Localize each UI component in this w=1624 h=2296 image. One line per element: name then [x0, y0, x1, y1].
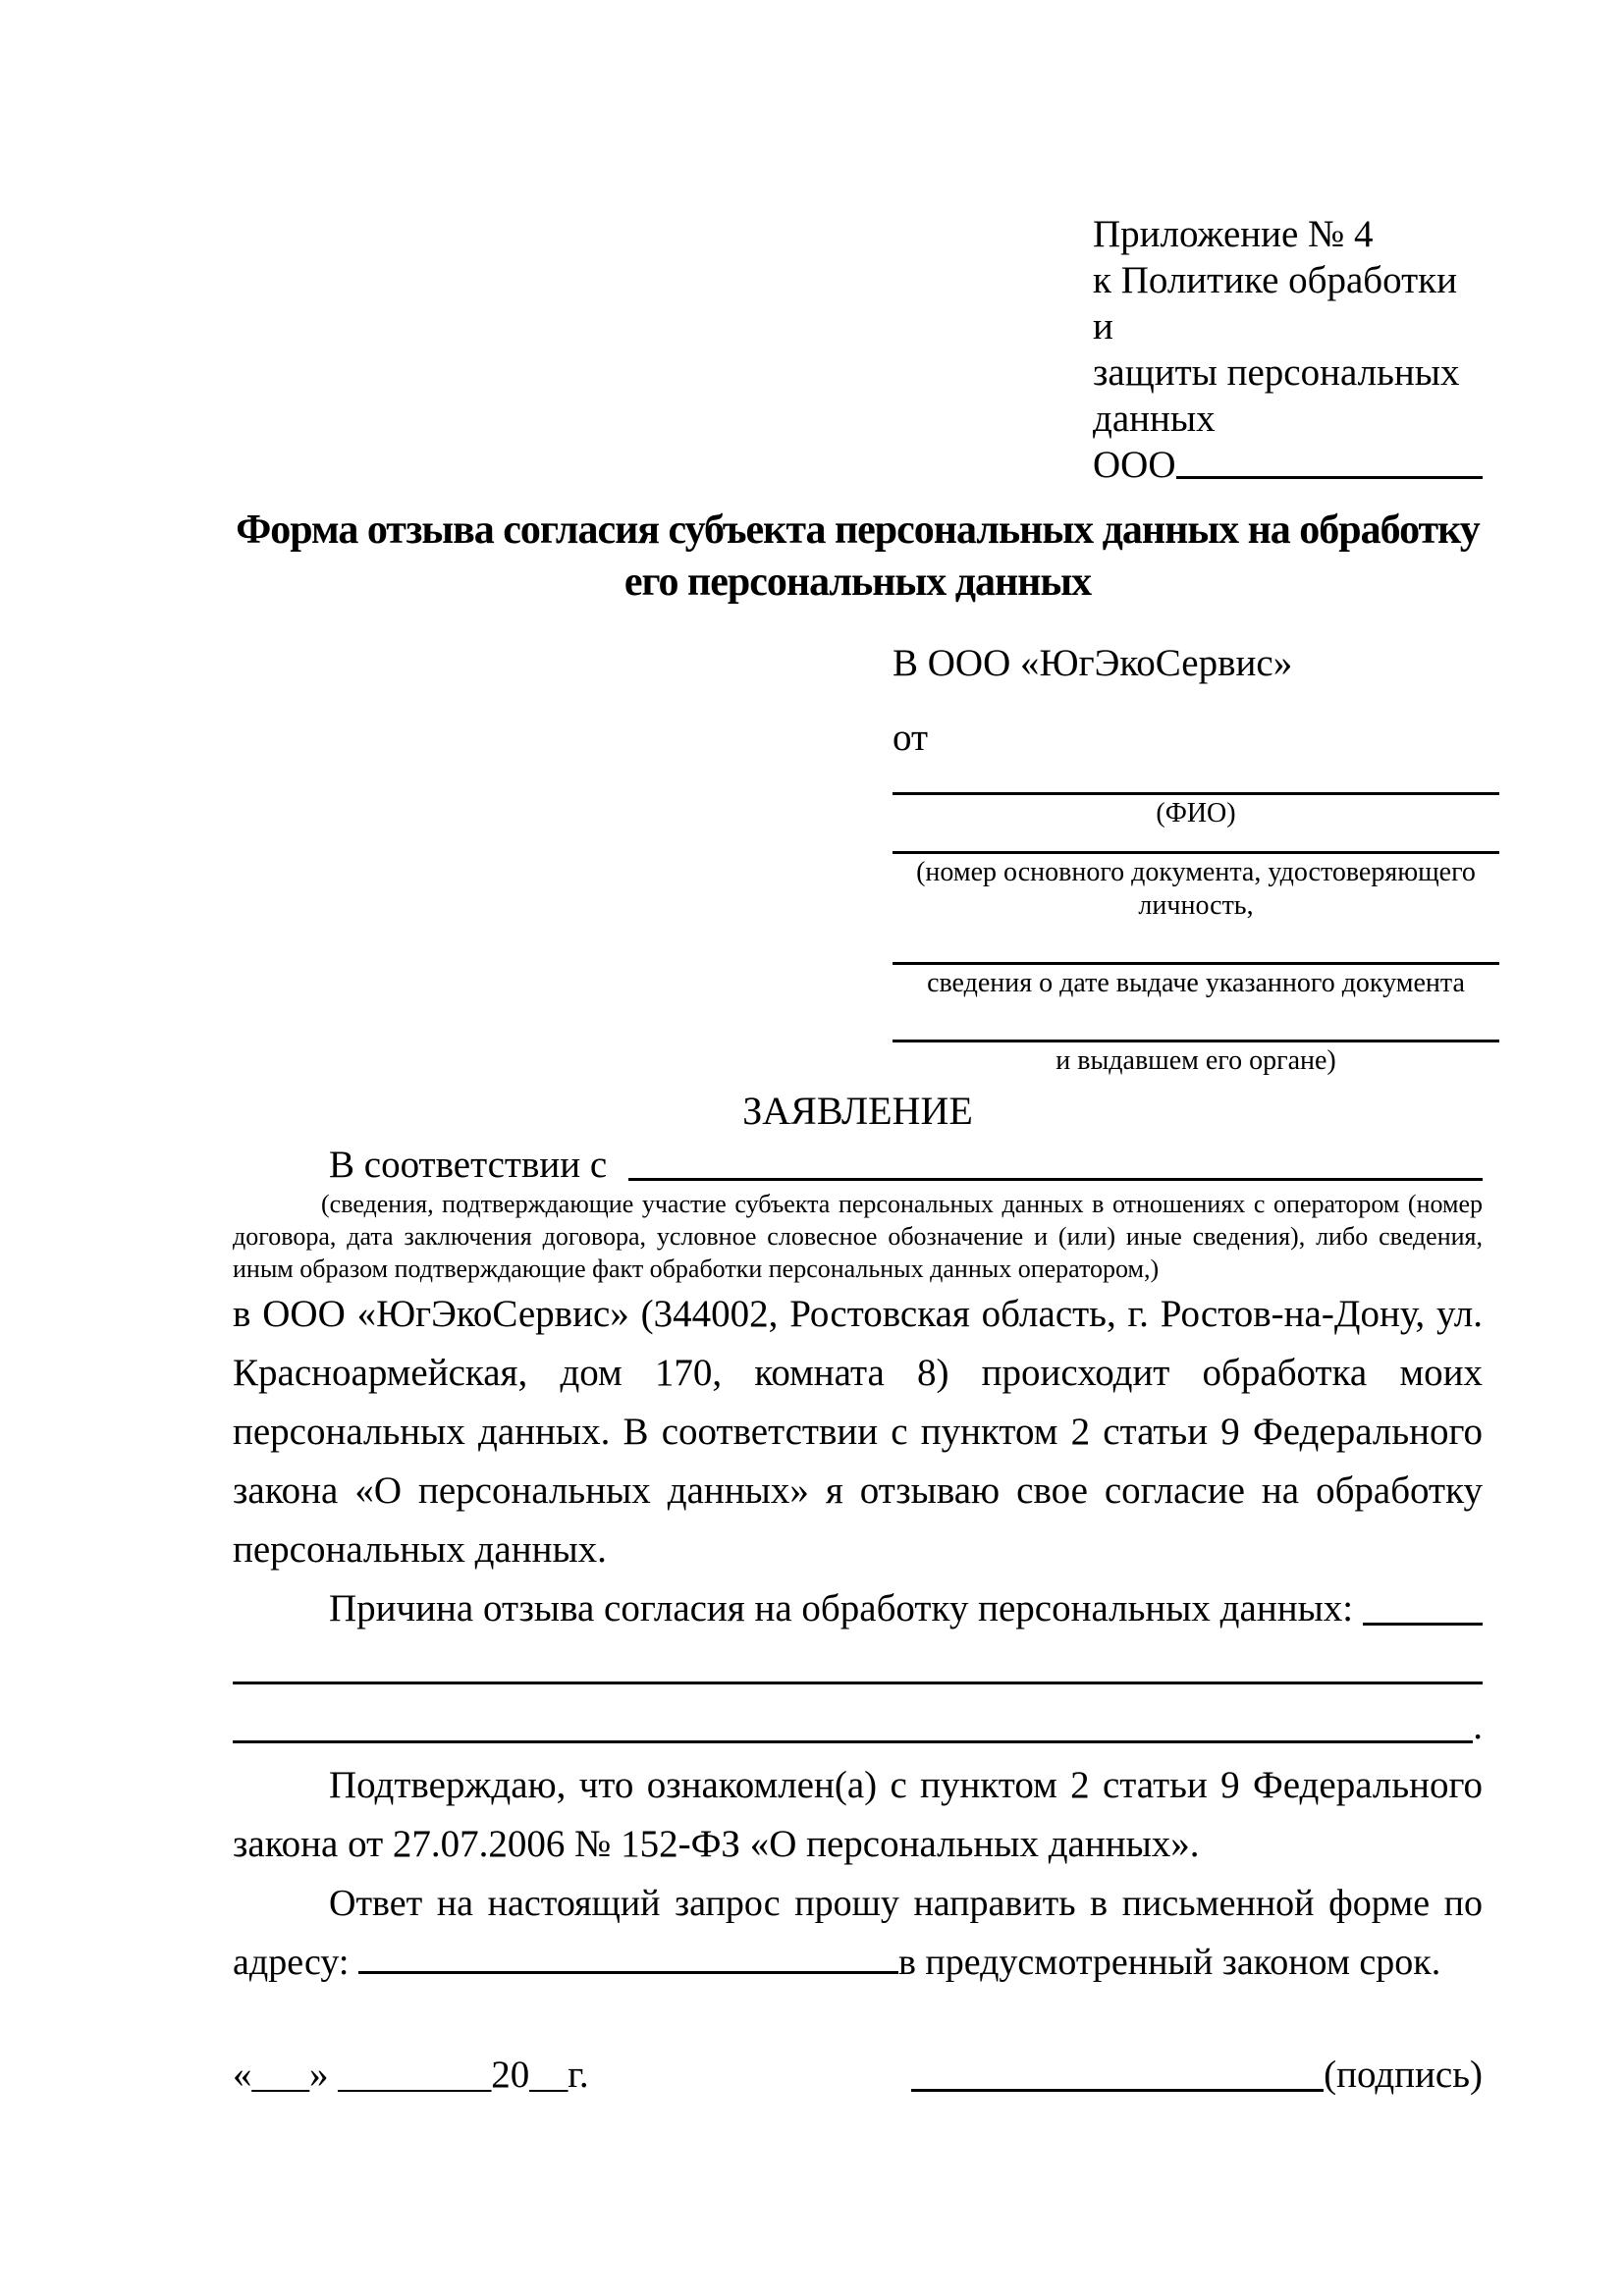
- issuer-field: [893, 1040, 1499, 1078]
- reason-extra-blank-line-1[interactable]: [233, 1638, 1483, 1684]
- reason-extra-blank-line-2[interactable]: [233, 1697, 1473, 1743]
- fio-field: [893, 792, 1499, 830]
- document-number-caption: (номер основного документа, удостоверяющего личность,: [916, 857, 1476, 921]
- reason-blank-line[interactable]: [1363, 1579, 1483, 1626]
- footer-row: [233, 2046, 1483, 2105]
- reason-row: [233, 1579, 1483, 1638]
- company-prefix-label: ООО: [1093, 444, 1176, 486]
- accordance-blank-line[interactable]: [628, 1143, 1483, 1181]
- header-note-line-1: Приложение № 4: [1093, 213, 1374, 255]
- header-note: [1093, 211, 1483, 488]
- signature-group: [911, 2046, 1483, 2105]
- addressee-block: [893, 640, 1499, 1078]
- issue-date-field: [893, 962, 1499, 1000]
- reason-extra-row-2: [233, 1697, 1483, 1756]
- date-line: «___» ________20__г.: [233, 2054, 589, 2096]
- confirm-paragraph: Подтверждаю, что ознакомлен(а) с пунктом 2 статьи 9 Федерального закона от 27.07.2006 № 152-ФЗ «О персональных данных».: [233, 1764, 1483, 1865]
- statement-heading: ЗАЯВЛЕНИЕ: [742, 1089, 973, 1133]
- company-name-blank-line[interactable]: [1176, 442, 1484, 479]
- document-number-field: [893, 851, 1499, 923]
- header-note-line-2: к Политике обработки и: [1093, 259, 1457, 347]
- fio-caption: (ФИО): [1156, 798, 1236, 828]
- address-blank-line[interactable]: [358, 1970, 898, 1974]
- header-note-line-3: защиты персональных данных: [1093, 351, 1460, 440]
- accordance-prefix: В соответствии с: [329, 1144, 617, 1186]
- from-label: от: [893, 717, 929, 759]
- main-paragraph: в ООО «ЮгЭкоСервис» (344002, Ростовская область, г. Ростов-на-Дону, ул. Красноармейская, дом 170, комната 8) происходит обработка моих персональных данных. В соответствии с пунктом 2 статьи 9 Федерального закона «О персональных данных» я отзываю свое согласие на обработку персональных данных.: [233, 1293, 1483, 1571]
- reply-suffix: в предусмотренный законом срок.: [897, 1942, 1441, 1983]
- reason-extra-row-1: [233, 1638, 1483, 1697]
- accordance-row: [233, 1143, 1483, 1188]
- issue-date-caption: сведения о дате выдаче указанного документа: [927, 968, 1465, 998]
- signature-caption: (подпись): [1324, 2054, 1483, 2096]
- reason-end-period: .: [1473, 1705, 1483, 1747]
- reason-prefix: Причина отзыва согласия на обработку персональных данных:: [329, 1587, 1354, 1629]
- addressee-organization: В ООО «ЮгЭкоСервис»: [893, 642, 1293, 684]
- reply-prefix: Ответ на настоящий запрос прошу направить в письменной форме по адресу:: [233, 1883, 1483, 1983]
- header-note-company-row: [1093, 442, 1483, 488]
- accordance-small-caption: (сведения, подтверждающие участие субъекта персональных данных в отношениях с оператором (номер договора, дата заключения договора, условное словесное обозначение и (или) иные сведения), либо сведения, иным образом подтверждающие факт обработки персональных данных оператором,): [233, 1190, 1483, 1283]
- document-title: Форма отзыва согласия субъекта персональных данных на обработку его персональных данных: [236, 507, 1480, 605]
- issuer-caption: и выдавшем его органе): [1056, 1045, 1336, 1076]
- signature-blank-line[interactable]: [911, 2046, 1324, 2092]
- reply-paragraph: [233, 1874, 1483, 1992]
